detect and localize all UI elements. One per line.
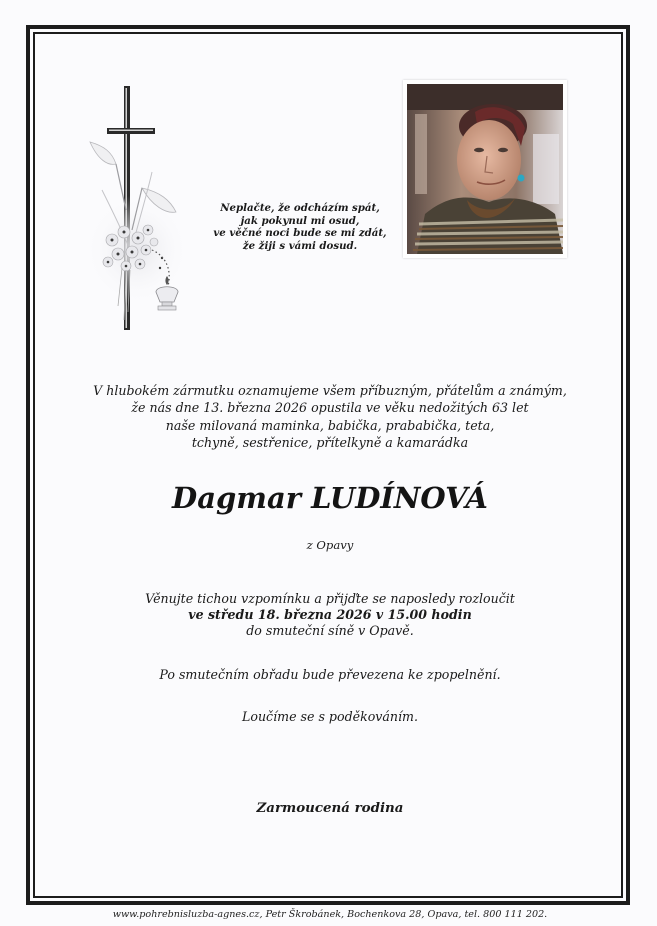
announcement-line: naše milovaná maminka, babička, prababička, teta, <box>165 417 495 433</box>
poem-line: ve věčné noci bude se mi zdát, <box>213 227 387 240</box>
poem-line: jak pokynul mi osud, <box>240 214 360 227</box>
thanks-line: Loučíme se s poděkováním. <box>242 709 418 724</box>
portrait-image-icon <box>407 84 563 254</box>
ceremony-details <box>60 591 600 639</box>
cremation-note: Po smutečním obřadu bude převezena ke zpopelnění. <box>159 667 501 682</box>
memorial-poem <box>200 202 400 252</box>
ceremony-invitation: Věnujte tichou vzpomínku a přijďte se naposledy rozloučit <box>145 591 515 606</box>
ceremony-place: do smuteční síně v Opavě. <box>246 623 414 638</box>
family-signature: Zarmoucená rodina <box>256 800 404 816</box>
deceased-name: Dagmar LUDÍNOVÁ <box>172 481 488 515</box>
ceremony-datetime: ve středu 18. března 2026 v 15.00 hodin <box>188 607 472 622</box>
deceased-origin: z Opavy <box>306 538 354 552</box>
poem-line: Neplačte, že odcházím spát, <box>220 202 380 214</box>
cross-lilies-icon <box>82 80 208 335</box>
poem-line: že žiji s vámi dosud. <box>242 239 358 252</box>
announcement-text <box>60 382 600 452</box>
announcement-line: tchyně, sestřenice, přítelkyně a kamarádka <box>191 435 469 451</box>
funeral-service-footer: www.pohrebnisluzba-agnes.cz, Petr Škrobánek, Bochenkova 28, Opava, tel. 800 111 202. <box>112 909 548 920</box>
announcement-line: že nás dne 13. března 2026 opustila ve věku nedožitých 63 let <box>131 400 529 416</box>
announcement-line: V hlubokém zármutku oznamujeme všem příbuzným, přátelům a známým, <box>93 383 567 398</box>
portrait-photo <box>403 80 567 258</box>
